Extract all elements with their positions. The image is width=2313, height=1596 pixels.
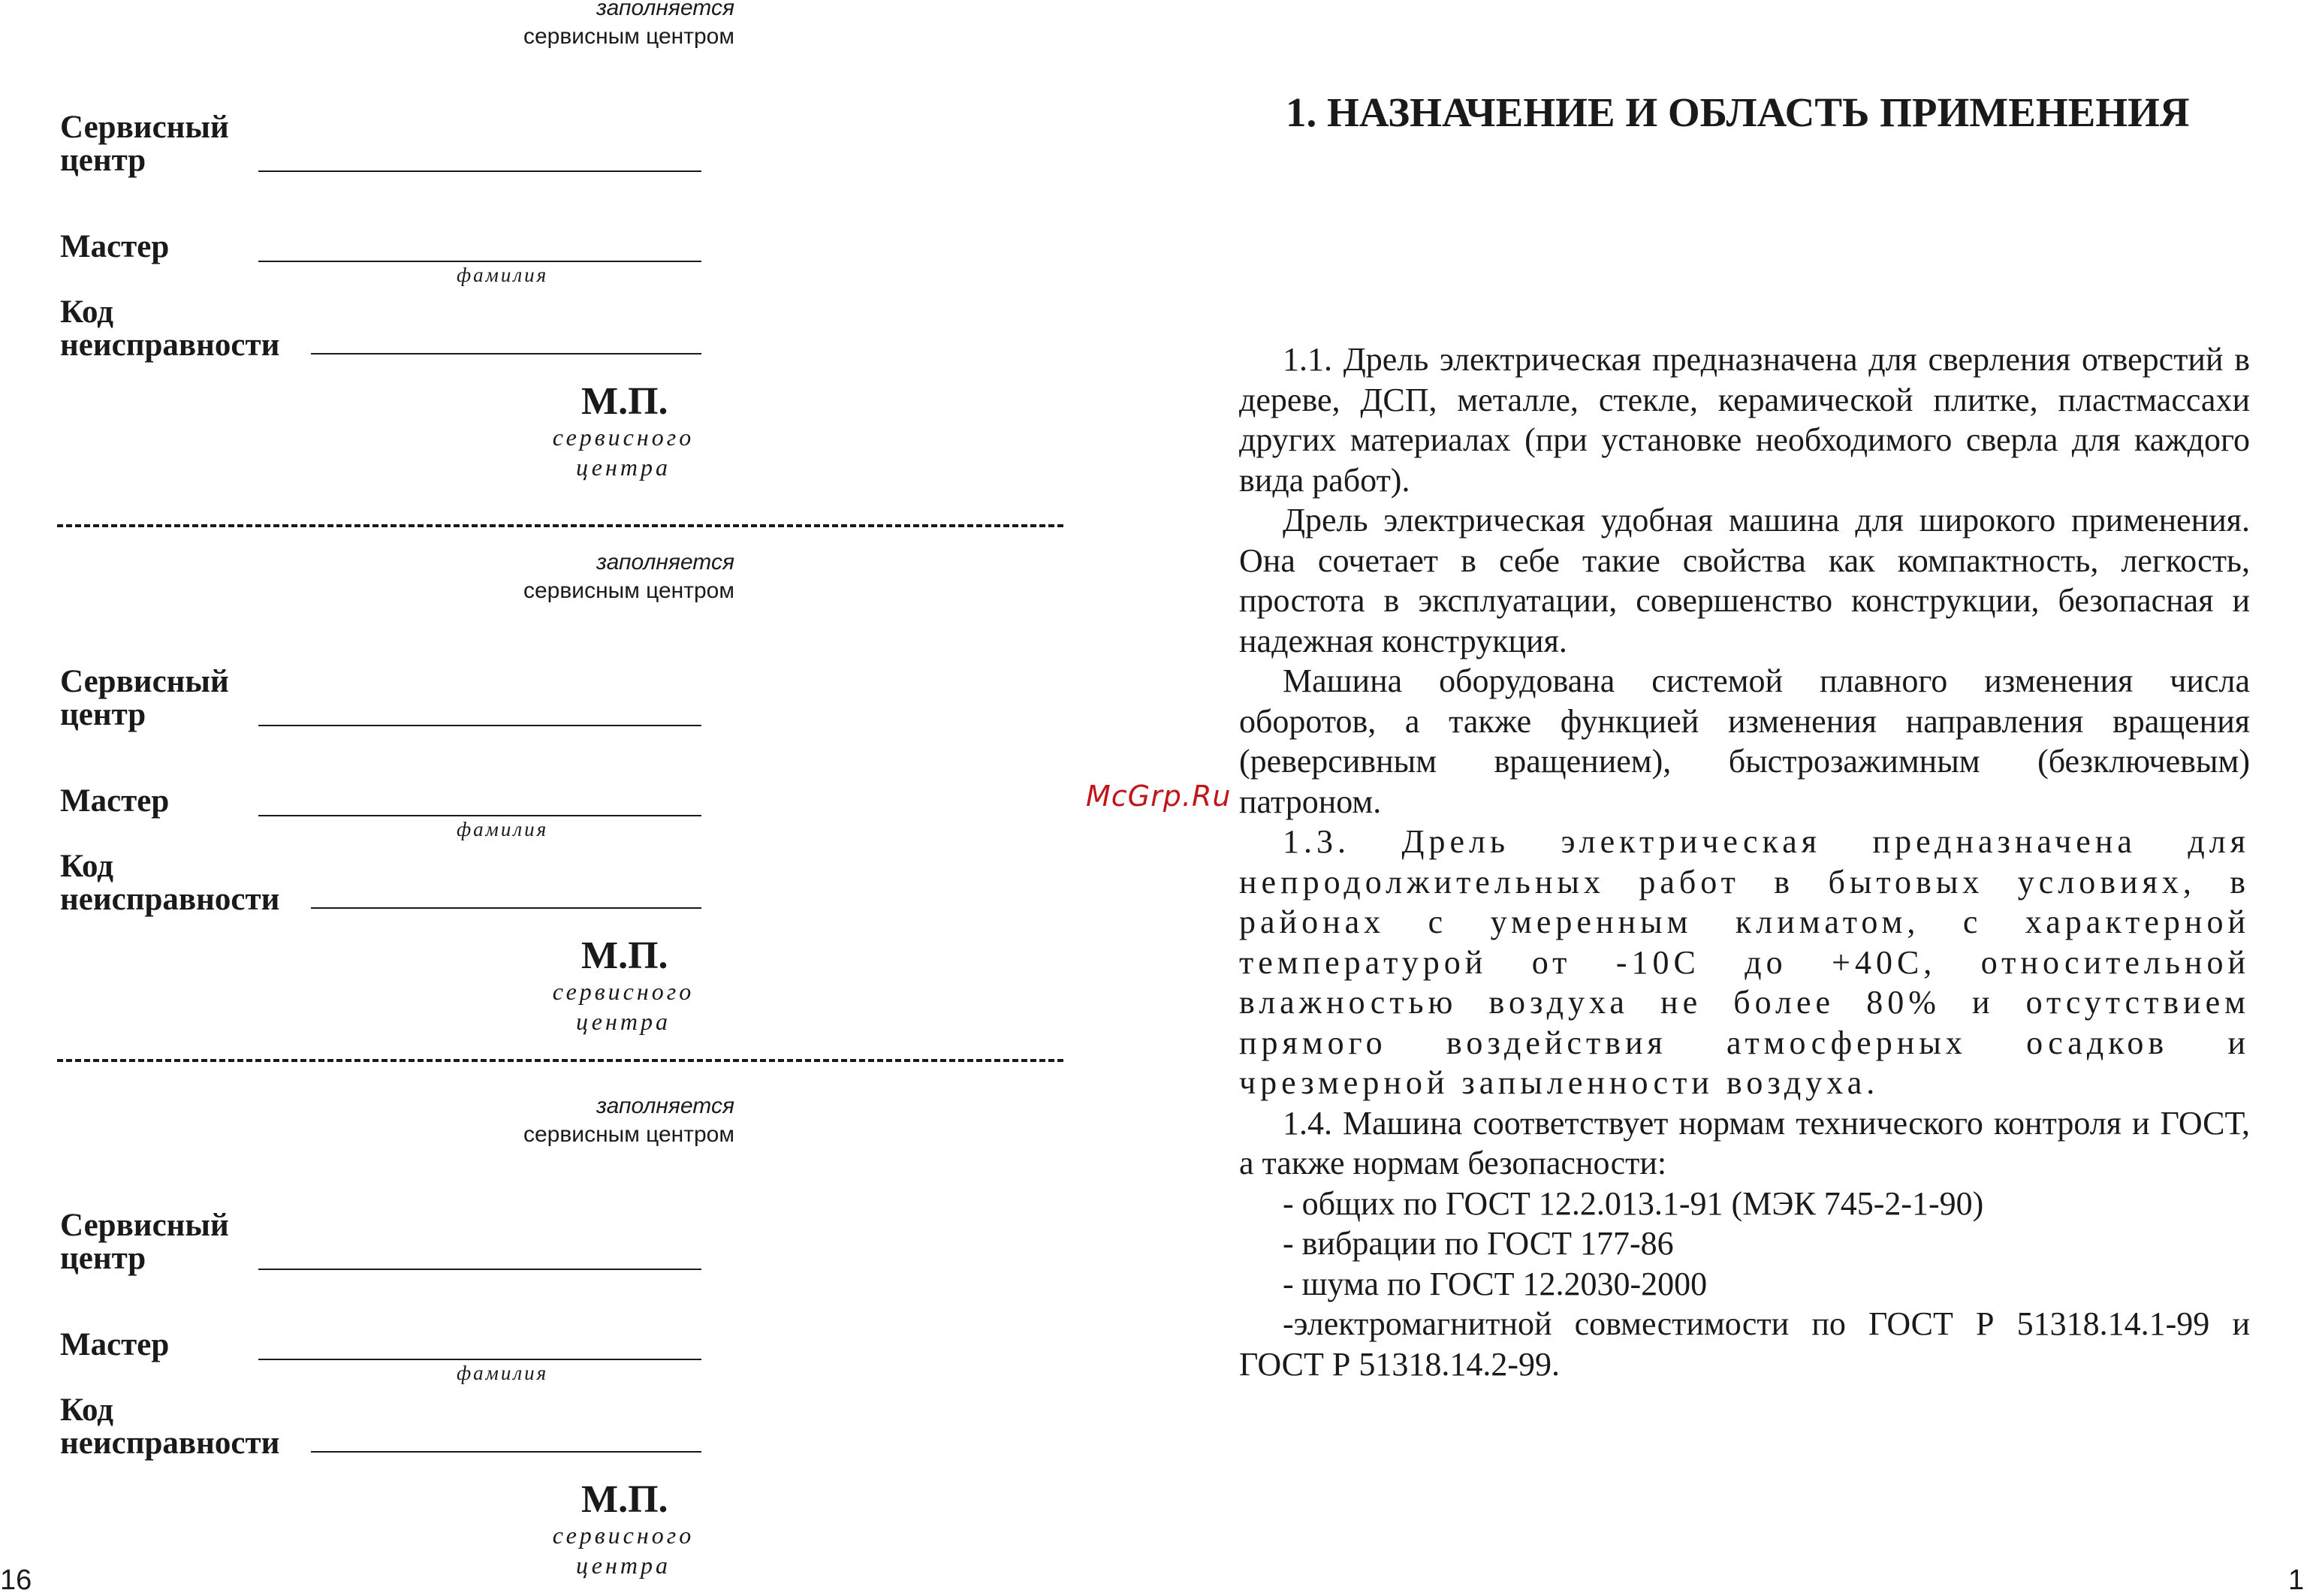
service-center-field[interactable]: [258, 1269, 701, 1270]
stamp-subtitle-line-2: центра: [576, 1008, 671, 1035]
paragraph-1-1: 1.1. Дрель электрическая предназначена для сверления отверстий в дереве, ДСП, металле, стекле, керамической плитке, пластмассахи других материалах (при установке необходимого сверла для каждого вида работ).: [1239, 341, 2250, 499]
paragraph-usage: Дрель электрическая удобная машина для широкого применения. Она сочетает в себе такие свойства как компактность, легкость, простота в эксплуатации, совершенство конструкции, безопасная и надежная конструкция.: [1239, 502, 2250, 659]
service-center-field[interactable]: [258, 725, 701, 726]
standard-item-noise: - шума по ГОСТ 12.2030-2000: [1283, 1265, 1708, 1302]
service-center-field[interactable]: [258, 170, 701, 172]
stamp-subtitle-line-1: сервисного: [552, 1522, 695, 1549]
fill-note: [523, 1092, 734, 1149]
surname-note: фамилия: [457, 264, 549, 286]
cut-line-2: [57, 1059, 1063, 1062]
stamp-title: М.П.: [581, 1478, 668, 1521]
warranty-coupon-1: [0, 0, 1089, 497]
fault-code-label-line-2: неисправности: [60, 1426, 280, 1461]
fault-code-field[interactable]: [311, 1451, 701, 1453]
fill-note-line-2: сервисным центром: [523, 578, 734, 603]
warranty-coupon-2: [0, 526, 1089, 1051]
fill-note-line-2: сервисным центром: [523, 1122, 734, 1147]
right-page: [1089, 0, 2313, 1595]
master-label: Мастер: [60, 229, 170, 264]
standard-item-vibration: - вибрации по ГОСТ 177-86: [1283, 1225, 1674, 1262]
service-center-label-line-1: Сервисный: [60, 110, 229, 145]
fault-code-label-line-2: неисправности: [60, 882, 280, 917]
service-center-label-line-2: центр: [60, 697, 146, 732]
master-label: Мастер: [60, 783, 170, 819]
surname-note: фамилия: [457, 818, 549, 840]
stamp-subtitle: [526, 976, 721, 1036]
section-body: [1239, 339, 2250, 1384]
stamp-subtitle-line-1: сервисного: [552, 424, 695, 451]
fault-code-label: [60, 296, 279, 362]
stamp-title: М.П.: [581, 380, 668, 423]
standard-item-emc: -электромагнитной совместимости по ГОСТ Р 51318.14.1-99 и ГОСТ Р 51318.14.2-99.: [1239, 1305, 2250, 1383]
master-field[interactable]: [258, 815, 701, 816]
service-center-label: [60, 111, 229, 177]
service-center-label-line-1: Сервисный: [60, 664, 229, 699]
fault-code-label-line-1: Код: [60, 294, 114, 330]
page-number-right: 1: [2288, 1564, 2305, 1596]
stamp-subtitle: [526, 422, 721, 482]
service-center-label-line-2: центр: [60, 1241, 146, 1276]
service-center-label-line-2: центр: [60, 143, 146, 178]
fill-note-line-1: заполняется: [596, 0, 734, 20]
stamp-title: М.П.: [581, 934, 668, 977]
fault-code-label: [60, 1394, 279, 1460]
fault-code-field[interactable]: [311, 353, 701, 354]
service-center-label: [60, 1209, 229, 1275]
surname-note: фамилия: [457, 1362, 549, 1384]
stamp-subtitle-line-2: центра: [576, 454, 671, 481]
fill-note-line-1: заполняется: [596, 550, 734, 575]
stamp-subtitle-line-1: сервисного: [552, 978, 695, 1005]
master-field[interactable]: [258, 1359, 701, 1360]
master-field[interactable]: [258, 261, 701, 262]
fault-code-label: [60, 850, 279, 916]
standard-item-general: - общих по ГОСТ 12.2.013.1-91 (МЭК 745-2-1-90): [1283, 1184, 1984, 1222]
fill-note: [523, 0, 734, 51]
service-center-label: [60, 665, 229, 732]
warranty-coupon-3: [0, 1070, 1089, 1595]
fault-code-label-line-2: неисправности: [60, 327, 280, 363]
fault-code-field[interactable]: [311, 907, 701, 909]
paragraph-1-4: 1.4. Машина соответствует нормам технического контроля и ГОСТ, а также нормам безопасности:: [1239, 1104, 2250, 1181]
master-label: Мастер: [60, 1327, 170, 1362]
fault-code-label-line-1: Код: [60, 1392, 114, 1428]
fill-note: [523, 548, 734, 605]
service-center-label-line-1: Сервисный: [60, 1208, 229, 1243]
fill-note-line-1: заполняется: [596, 1094, 734, 1118]
stamp-subtitle: [526, 1520, 721, 1580]
paragraph-1-3: 1.3. Дрель электрическая предназначена для непродолжительных работ в бытовых условиях, в районах с умеренным климатом, с характерной температурой от -10С до +40С, относительной влажностью воздуха не более 80% и отсутствием прямого воздействия атмосферных осадков и чрезмерной запыленности воздуха.: [1239, 823, 2250, 1101]
page-number-left: 16: [0, 1564, 32, 1596]
paragraph-features: Машина оборудована системой плавного изменения числа оборотов, а также функцией изменения направления вращения (реверсивным вращением), быстрозажимным (безключевым) патроном.: [1239, 662, 2250, 820]
left-page: [0, 0, 1089, 1595]
section-heading: 1. НАЗНАЧЕНИЕ И ОБЛАСТЬ ПРИМЕНЕНИЯ: [1286, 89, 2190, 135]
stamp-subtitle-line-2: центра: [576, 1552, 671, 1579]
watermark-logo: McGrp.Ru: [1086, 780, 1232, 813]
fault-code-label-line-1: Код: [60, 849, 114, 884]
fill-note-line-2: сервисным центром: [523, 24, 734, 49]
